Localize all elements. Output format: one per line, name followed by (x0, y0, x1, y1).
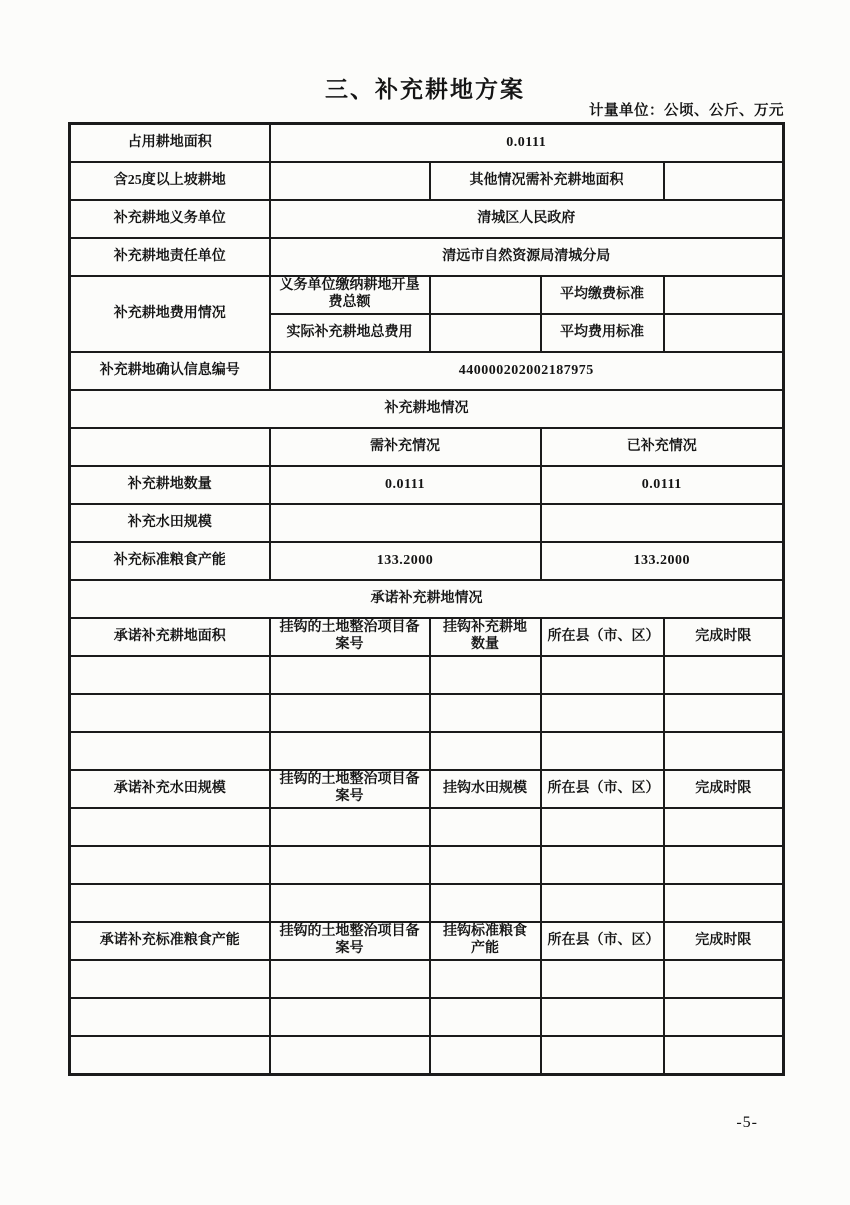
empty-cell (430, 960, 541, 998)
supplement-quantity-done: 0.0111 (541, 466, 784, 504)
reclamation-fee-total-label: 义务单位缴纳耕地开垦费总额 (270, 276, 430, 314)
deadline-header: 完成时限 (664, 770, 784, 808)
empty-cell (70, 808, 270, 846)
supplement-section-header: 补充耕地情况 (70, 390, 784, 428)
paddy-scale-done (541, 504, 784, 542)
promise-paddy-label: 承诺补充水田规模 (70, 770, 270, 808)
supplement-quantity-label: 补充耕地数量 (70, 466, 270, 504)
measurement-unit-note: 计量单位：公顷、公斤、万元 (589, 103, 784, 119)
slope-land-label: 含25度以上坡耕地 (70, 162, 270, 200)
promise-section-header: 承诺补充耕地情况 (70, 580, 784, 618)
empty-cell (270, 808, 430, 846)
other-situation-value (664, 162, 784, 200)
empty-cell (664, 694, 784, 732)
empty-cell (541, 694, 664, 732)
other-situation-label: 其他情况需补充耕地面积 (430, 162, 664, 200)
table-row (70, 1036, 784, 1075)
empty-cell (270, 1036, 430, 1075)
empty-cell (70, 656, 270, 694)
empty-cell (430, 732, 541, 770)
empty-cell (430, 656, 541, 694)
empty-cell (270, 846, 430, 884)
empty-cell (541, 656, 664, 694)
average-cost-standard-label: 平均费用标准 (541, 314, 664, 352)
empty-cell (541, 808, 664, 846)
table-row (70, 124, 784, 163)
table-row (70, 390, 784, 428)
table-row (70, 922, 784, 960)
empty-cell (541, 998, 664, 1036)
empty-cell (70, 1036, 270, 1075)
empty-cell (664, 732, 784, 770)
linked-quantity-header: 挂钩补充耕地数量 (430, 618, 541, 656)
promise-area-label: 承诺补充耕地面积 (70, 618, 270, 656)
linked-grain-header: 挂钩标准粮食产能 (430, 922, 541, 960)
empty-cell (664, 808, 784, 846)
table-row (70, 542, 784, 580)
project-record-number-header: 挂钩的土地整治项目备案号 (270, 618, 430, 656)
obligation-unit-label: 补充耕地义务单位 (70, 200, 270, 238)
county-header: 所在县（市、区） (541, 770, 664, 808)
supplementary-cultivated-land-form (68, 122, 785, 1076)
empty-cell (270, 694, 430, 732)
empty-cell (541, 884, 664, 922)
obligation-unit-value: 清城区人民政府 (270, 200, 784, 238)
linked-paddy-header: 挂钩水田规模 (430, 770, 541, 808)
table-row (70, 846, 784, 884)
empty-cell (70, 732, 270, 770)
table-row (70, 580, 784, 618)
deadline-header: 完成时限 (664, 618, 784, 656)
empty-cell (541, 960, 664, 998)
table-row (70, 200, 784, 238)
grain-capacity-done: 133.2000 (541, 542, 784, 580)
need-supplement-column-header: 需补充情况 (270, 428, 541, 466)
table-row (70, 960, 784, 998)
supplement-quantity-need: 0.0111 (270, 466, 541, 504)
empty-cell (70, 960, 270, 998)
empty-cell (70, 884, 270, 922)
average-payment-standard-label: 平均缴费标准 (541, 276, 664, 314)
empty-cell (270, 998, 430, 1036)
county-header: 所在县（市、区） (541, 618, 664, 656)
confirm-number-label: 补充耕地确认信息编号 (70, 352, 270, 390)
table-row (70, 694, 784, 732)
empty-cell (430, 694, 541, 732)
slope-land-value (270, 162, 430, 200)
empty-cell (270, 960, 430, 998)
average-cost-standard-value (664, 314, 784, 352)
table-row (70, 770, 784, 808)
empty-cell (70, 428, 270, 466)
done-supplement-column-header: 已补充情况 (541, 428, 784, 466)
table-row (70, 732, 784, 770)
paddy-scale-need (270, 504, 541, 542)
empty-cell (664, 656, 784, 694)
empty-cell (70, 998, 270, 1036)
actual-fee-total-label: 实际补充耕地总费用 (270, 314, 430, 352)
table-row (70, 808, 784, 846)
occupied-area-value: 0.0111 (270, 124, 784, 163)
grain-capacity-need: 133.2000 (270, 542, 541, 580)
confirm-number-value: 440000202002187975 (270, 352, 784, 390)
table-row (70, 618, 784, 656)
paddy-scale-label: 补充水田规模 (70, 504, 270, 542)
fee-section-label: 补充耕地费用情况 (70, 276, 270, 352)
reclamation-fee-total-value (430, 276, 541, 314)
empty-cell (664, 1036, 784, 1075)
empty-cell (270, 656, 430, 694)
county-header: 所在县（市、区） (541, 922, 664, 960)
page-title: 三、补充耕地方案 (325, 76, 525, 102)
table-row (70, 884, 784, 922)
table-row (70, 238, 784, 276)
grain-capacity-label: 补充标准粮食产能 (70, 542, 270, 580)
empty-cell (541, 1036, 664, 1075)
empty-cell (70, 846, 270, 884)
table-row (70, 352, 784, 390)
empty-cell (70, 694, 270, 732)
empty-cell (541, 732, 664, 770)
actual-fee-total-value (430, 314, 541, 352)
empty-cell (270, 884, 430, 922)
average-payment-standard-value (664, 276, 784, 314)
page-number: -5- (736, 1114, 758, 1131)
empty-cell (430, 998, 541, 1036)
empty-cell (541, 846, 664, 884)
deadline-header: 完成时限 (664, 922, 784, 960)
responsible-unit-value: 清远市自然资源局清城分局 (270, 238, 784, 276)
empty-cell (430, 884, 541, 922)
empty-cell (270, 732, 430, 770)
table-row (70, 998, 784, 1036)
empty-cell (664, 998, 784, 1036)
table-row (70, 276, 784, 314)
table-row (70, 162, 784, 200)
empty-cell (664, 960, 784, 998)
empty-cell (664, 884, 784, 922)
empty-cell (664, 846, 784, 884)
empty-cell (430, 808, 541, 846)
table-row (70, 656, 784, 694)
empty-cell (430, 846, 541, 884)
project-record-number-header: 挂钩的土地整治项目备案号 (270, 922, 430, 960)
table-row (70, 504, 784, 542)
project-record-number-header: 挂钩的土地整治项目备案号 (270, 770, 430, 808)
responsible-unit-label: 补充耕地责任单位 (70, 238, 270, 276)
promise-grain-label: 承诺补充标准粮食产能 (70, 922, 270, 960)
table-row (70, 466, 784, 504)
empty-cell (430, 1036, 541, 1075)
table-row (70, 428, 784, 466)
occupied-area-label: 占用耕地面积 (70, 124, 270, 163)
